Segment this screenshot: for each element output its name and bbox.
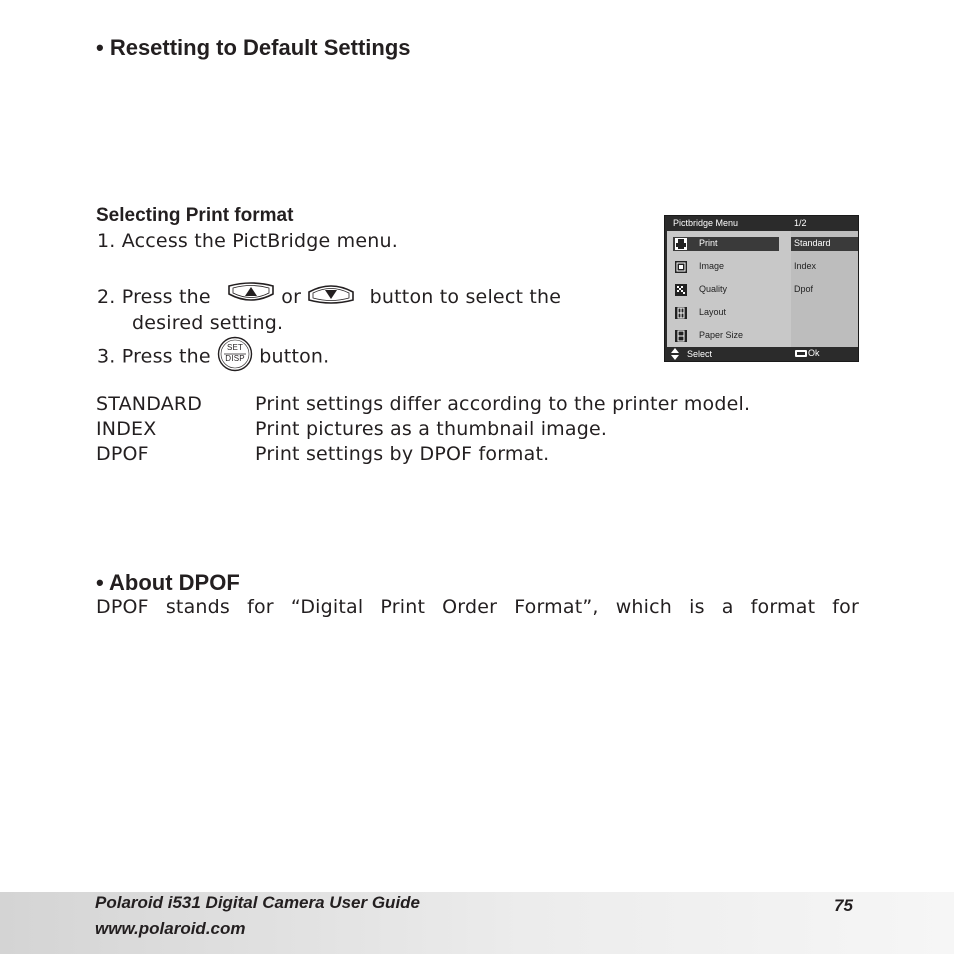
set-button-mini-icon	[795, 349, 807, 359]
option-desc-index: Print pictures as a thumbnail image.	[255, 418, 608, 440]
step-1: 1. Access the PictBridge menu.	[97, 230, 398, 252]
image-icon	[675, 261, 687, 273]
lcd-option-list	[791, 231, 858, 347]
printer-icon	[675, 238, 687, 250]
up-down-arrows-icon	[670, 347, 680, 363]
option-term-standard: STANDARD	[96, 393, 203, 415]
step-2-suffix: button to select the	[369, 286, 562, 308]
footer-guide-title: Polaroid i531 Digital Camera User Guide	[95, 893, 421, 912]
section-heading-about-dpof: • About DPOF	[96, 570, 240, 595]
lcd-item-label: Quality	[699, 284, 728, 294]
lcd-item-image	[673, 260, 779, 274]
step-2-continued: desired setting.	[132, 312, 284, 334]
lcd-option-label: Index	[794, 261, 817, 271]
lcd-title: Pictbridge Menu	[673, 218, 739, 228]
lcd-menu-list	[667, 231, 791, 347]
pictbridge-menu-screenshot	[664, 215, 859, 362]
lcd-option-dpof	[791, 283, 858, 297]
option-term-dpof: DPOF	[96, 443, 149, 465]
about-dpof-paragraph: DPOF stands for “Digital Print Order Format”, which is a format for	[96, 596, 859, 618]
disp-label: DISP	[225, 354, 245, 363]
lcd-item-quality	[673, 283, 779, 297]
lcd-item-print	[673, 237, 779, 251]
paper-size-icon	[675, 330, 687, 342]
lcd-page-indicator: 1/2	[794, 218, 807, 228]
step-3	[97, 342, 329, 372]
down-button-icon	[307, 282, 355, 309]
set-label: SET	[226, 343, 244, 352]
quality-icon	[675, 284, 687, 296]
lcd-item-label: Paper Size	[699, 330, 744, 340]
lcd-item-label: Image	[699, 261, 725, 271]
page-footer	[0, 892, 954, 954]
lcd-item-layout	[673, 306, 779, 320]
lcd-option-index	[791, 260, 858, 274]
option-desc-standard: Print settings differ according to the printer model.	[255, 393, 751, 415]
lcd-footer-ok: Ok	[808, 348, 820, 358]
step-2	[97, 286, 561, 309]
step-2-or: or	[281, 286, 302, 308]
subheading-print-format: Selecting Print format	[96, 205, 294, 226]
step-2-prefix: 2. Press the	[97, 286, 211, 308]
lcd-item-paper-size	[673, 329, 779, 343]
step-3-prefix: 3. Press the	[97, 345, 211, 368]
step-3-suffix: button.	[259, 345, 330, 368]
option-term-index: INDEX	[96, 418, 157, 440]
lcd-option-label: Standard	[794, 238, 831, 248]
option-desc-dpof: Print settings by DPOF format.	[255, 443, 550, 465]
page-number: 75	[834, 896, 853, 915]
lcd-option-standard	[791, 237, 858, 251]
set-disp-button-icon	[217, 336, 253, 372]
up-button-icon	[227, 282, 275, 309]
footer-url: www.polaroid.com	[95, 919, 246, 938]
lcd-option-label: Dpof	[794, 284, 814, 294]
section-heading-reset: • Resetting to Default Settings	[96, 35, 411, 60]
lcd-item-label: Print	[699, 238, 718, 248]
lcd-footer-select: Select	[687, 349, 713, 359]
layout-icon	[675, 307, 687, 319]
lcd-item-label: Layout	[699, 307, 727, 317]
